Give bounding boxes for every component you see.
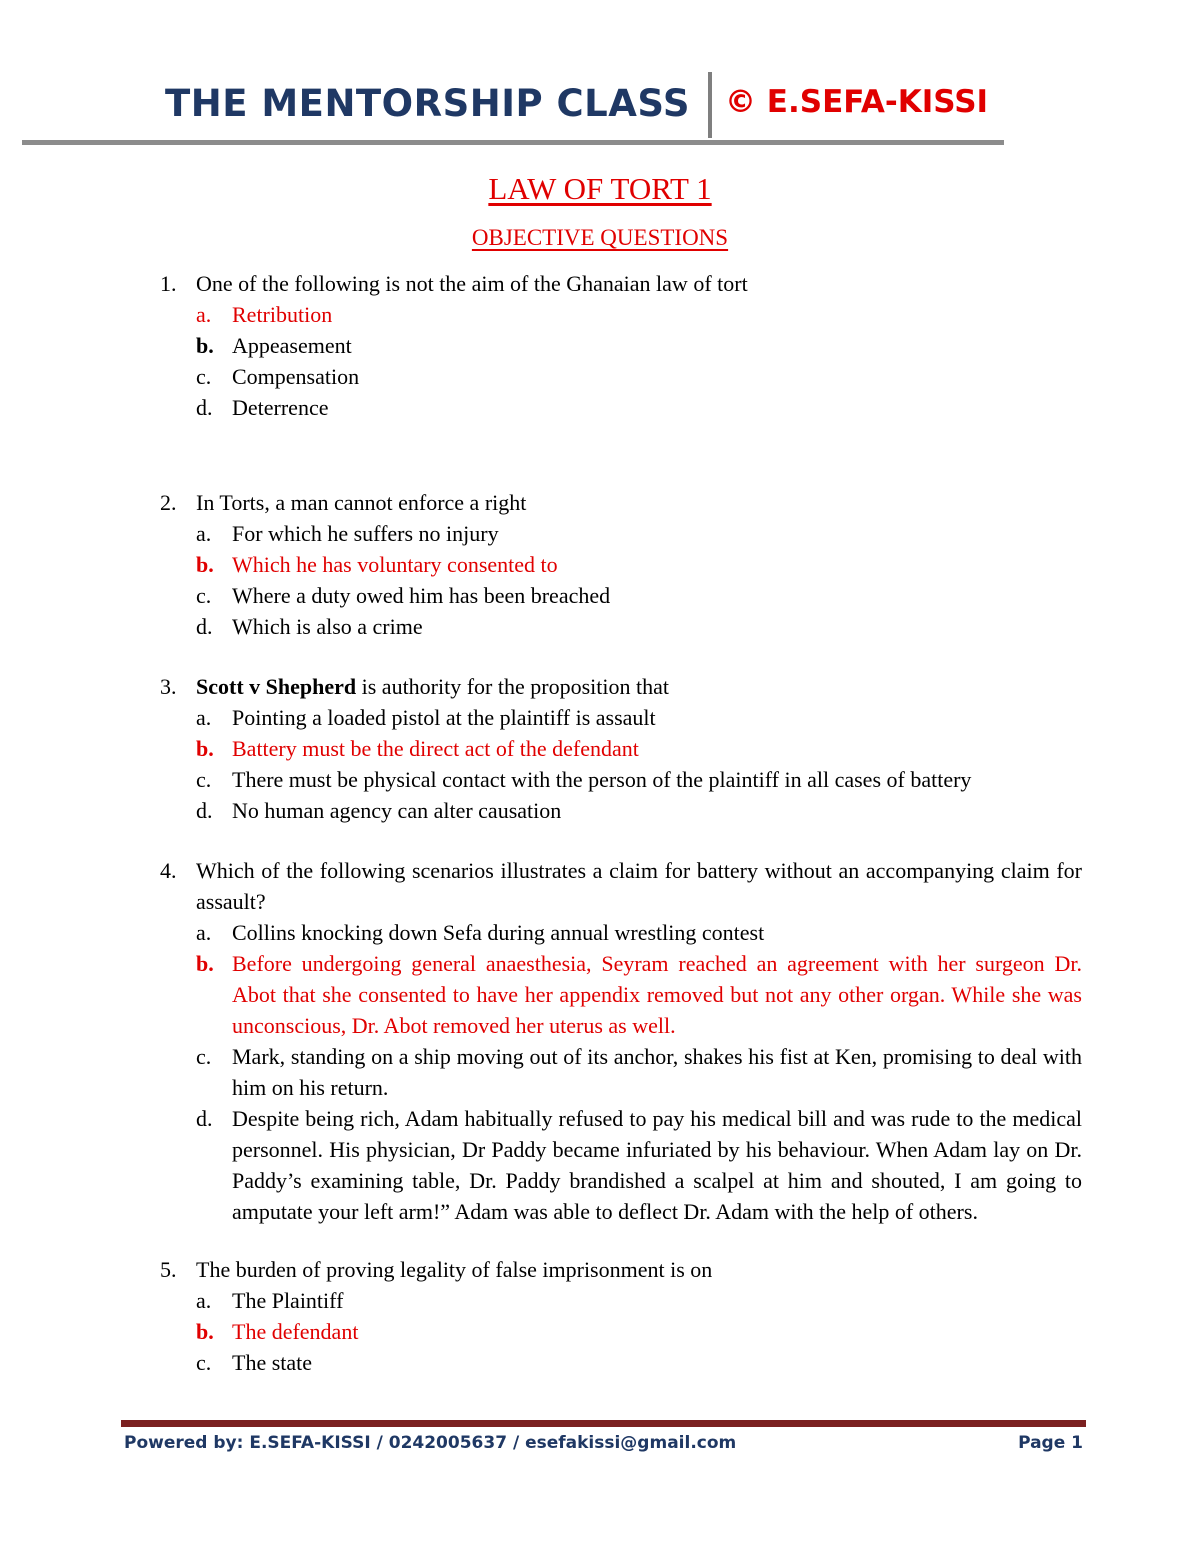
question-number: 1.	[160, 271, 177, 296]
option-letter: a.	[196, 1288, 212, 1313]
option-b	[0, 330, 1082, 361]
question-text: Which of the following scenarios illustrates a claim for battery without an accompanying claim for assault?	[196, 858, 1082, 914]
option-d	[0, 795, 1082, 826]
option-d	[0, 392, 1082, 423]
option-text: Pointing a loaded pistol at the plaintiff is assault	[232, 705, 656, 730]
document-title: LAW OF TORT 1	[488, 171, 712, 206]
question-text: One of the following is not the aim of the Ghanaian law of tort	[196, 271, 748, 296]
option-c	[0, 1041, 1082, 1103]
option-text: Deterrence	[232, 395, 329, 420]
question-text	[196, 671, 1082, 702]
option-text: Collins knocking down Sefa during annual wrestling contest	[232, 920, 765, 945]
option-a	[0, 299, 1082, 330]
option-letter: d.	[196, 395, 213, 420]
option-c	[0, 580, 1082, 611]
option-b	[0, 1316, 1082, 1347]
option-a	[0, 518, 1082, 549]
question-text: The burden of proving legality of false imprisonment is on	[196, 1257, 713, 1282]
header-rule	[22, 140, 1004, 145]
question-number: 4.	[160, 858, 177, 883]
question-4	[0, 855, 1200, 1227]
option-letter: b.	[196, 552, 214, 577]
document-subtitle: OBJECTIVE QUESTIONS	[471, 225, 729, 250]
option-c	[0, 361, 1082, 392]
page-number: Page 1	[1018, 1433, 1083, 1453]
copyright-text: © E.SEFA-KISSI	[725, 84, 989, 120]
footer-powered-by: Powered by: E.SEFA-KISSI / 0242005637 / esefakissi@gmail.com	[124, 1433, 737, 1453]
page-header	[0, 60, 1200, 150]
option-text: There must be physical contact with the person of the plaintiff in all cases of battery	[232, 767, 972, 792]
question-number: 3.	[160, 674, 177, 699]
option-text: The state	[232, 1350, 313, 1375]
option-text: Appeasement	[232, 333, 352, 358]
option-text: Which is also a crime	[232, 614, 423, 639]
option-letter: c.	[196, 767, 212, 792]
option-b	[0, 549, 1082, 580]
option-letter: a.	[196, 302, 212, 327]
question-text-rest: is authority for the proposition that	[356, 674, 669, 699]
option-letter: a.	[196, 705, 212, 730]
option-text: Despite being rich, Adam habitually refused to pay his medical bill and was rude to the medical personnel. His physician, Dr Paddy became infuriated by his behaviour. When Adam lay on Dr. Paddy’s examining table, Dr. Paddy brandished a scalpel at him and shouted, I am going to amputate your left arm!” Adam was able to deflect Dr. Adam with the help of others.	[232, 1106, 1082, 1224]
option-c	[0, 764, 1082, 795]
question-5	[0, 1254, 1200, 1378]
option-text: Before undergoing general anaesthesia, Seyram reached an agreement with her surgeon Dr. Abot that she consented to have her appendix removed but not any other organ. While she was unconscious, Dr. Abot removed her uterus as well.	[232, 951, 1082, 1038]
option-text: Retribution	[232, 302, 333, 327]
option-text: The defendant	[232, 1319, 359, 1344]
option-letter: b.	[196, 736, 214, 761]
option-text: For which he suffers no injury	[232, 521, 499, 546]
option-c	[0, 1347, 1082, 1378]
brand-title: THE MENTORSHIP CLASS	[165, 82, 690, 125]
question-2	[0, 487, 1200, 642]
option-text: No human agency can alter causation	[232, 798, 562, 823]
option-letter: d.	[196, 614, 213, 639]
question-1	[0, 268, 1200, 423]
option-letter: b.	[196, 333, 214, 358]
option-letter: c.	[196, 1350, 212, 1375]
case-name: Scott v Shepherd	[196, 674, 357, 699]
option-b	[0, 733, 1082, 764]
option-letter: c.	[196, 1044, 212, 1069]
question-number: 2.	[160, 490, 177, 515]
question-number: 5.	[160, 1257, 177, 1282]
option-letter: c.	[196, 364, 212, 389]
option-text: Compensation	[232, 364, 360, 389]
option-text: Where a duty owed him has been breached	[232, 583, 611, 608]
option-letter: a.	[196, 920, 212, 945]
question-text: In Torts, a man cannot enforce a right	[196, 490, 527, 515]
option-d	[0, 611, 1082, 642]
option-a	[0, 1285, 1082, 1316]
option-b	[0, 948, 1082, 1041]
question-3	[0, 671, 1200, 826]
option-text: Mark, standing on a ship moving out of its anchor, shakes his fist at Ken, promising to deal with him on his return.	[232, 1044, 1082, 1100]
option-a	[0, 702, 1082, 733]
option-letter: c.	[196, 583, 212, 608]
option-text: Which he has voluntary consented to	[232, 552, 558, 577]
option-d	[0, 1103, 1082, 1227]
option-a	[0, 917, 1082, 948]
header-divider	[708, 72, 712, 138]
option-text: The Plaintiff	[232, 1288, 344, 1313]
option-text: Battery must be the direct act of the defendant	[232, 736, 639, 761]
option-letter: d.	[196, 1106, 213, 1131]
option-letter: b.	[196, 1319, 214, 1344]
question-list	[0, 268, 1200, 1378]
option-letter: b.	[196, 951, 214, 976]
footer-rule	[121, 1420, 1086, 1427]
option-letter: d.	[196, 798, 213, 823]
option-letter: a.	[196, 521, 212, 546]
